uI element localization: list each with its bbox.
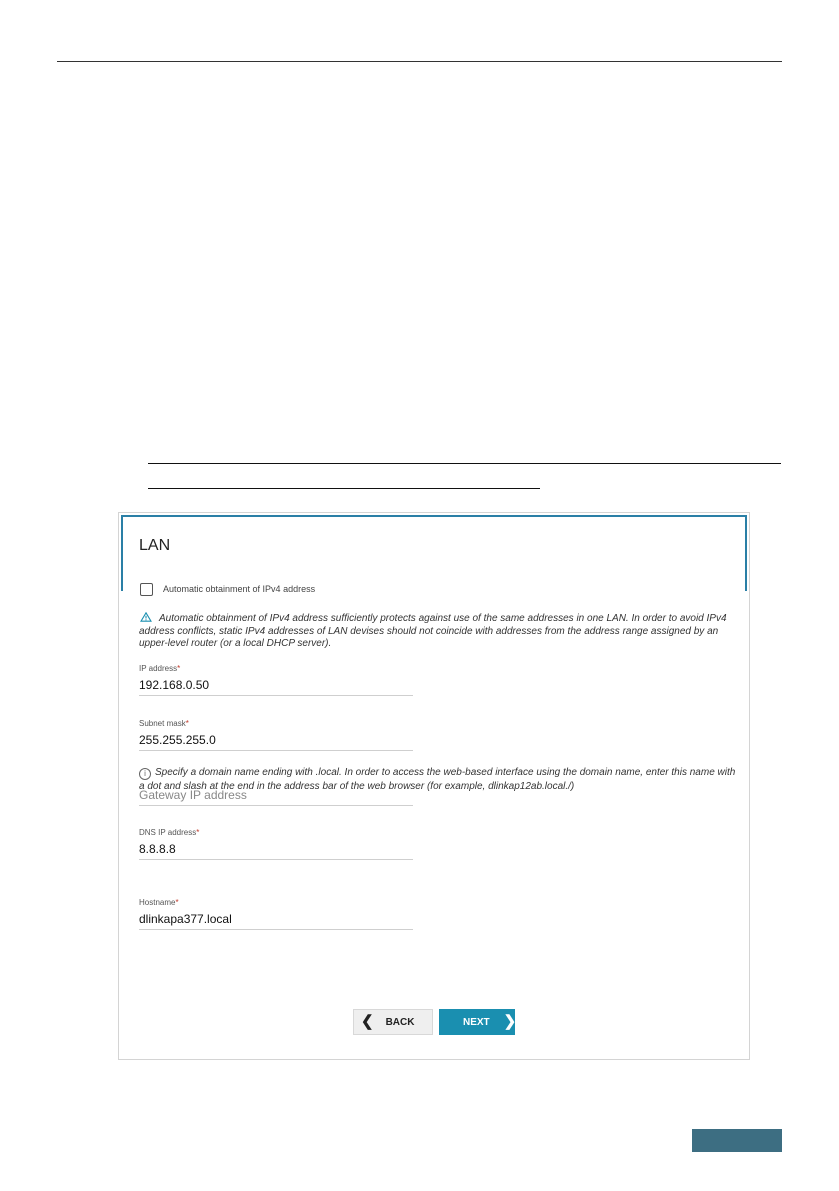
chevron-right-icon: ❯ [503,1013,517,1030]
subnet-mask-input[interactable]: 255.255.255.0 [139,733,216,747]
required-marker: * [196,828,200,837]
back-button[interactable] [353,1009,433,1035]
panel-title: LAN [139,537,171,554]
warning-text: Automatic obtainment of IPv4 address sufficiently protects against use of the same addresses in one LAN. In order to avoid IPv4 address conflicts, static IPv4 addresses of LAN devises should not coincide with addresses from the address range assigned by an upper-level router (or a local DHCP server). [139,613,727,649]
info-text: Specify a domain name ending with .local. In order to access the web-based interface using the domain name, enter this name with a dot and slash at the end in the address bar of the web browser (for example, dlinkap12ab.local./) [139,767,736,792]
warning-icon [139,612,153,622]
hostname-field[interactable] [139,898,413,930]
hostname-input[interactable]: dlinkapa377.local [139,912,232,926]
page-footer-tab [692,1129,782,1152]
header-divider [57,61,782,62]
next-button[interactable] [439,1009,515,1035]
required-marker: * [185,719,189,728]
lan-settings-panel [118,512,750,1060]
hostname-label: Hostname [139,898,176,907]
dns-ip-input[interactable]: 8.8.8.8 [139,842,176,856]
auto-ipv4-checkbox[interactable] [140,583,153,596]
subnet-mask-label: Subnet mask [139,719,186,728]
panel-accent-top [121,515,747,517]
ip-address-input[interactable]: 192.168.0.50 [139,678,210,692]
dns-ip-label: DNS IP address [139,828,197,837]
panel-accent-right [745,515,747,591]
auto-ipv4-label[interactable]: Automatic obtainment of IPv4 address [163,584,316,594]
underline-text-line-1 [148,463,781,464]
chevron-left-icon: ❮ [361,1013,374,1030]
required-marker: * [177,664,181,673]
underline-text-line-2 [148,488,540,489]
info-icon: i [139,768,151,780]
subnet-mask-field[interactable] [139,719,413,751]
dns-ip-field[interactable] [139,828,413,860]
ip-address-label: IP address [139,664,178,673]
back-button-label: BACK [385,1016,415,1028]
warning-message [139,612,739,651]
hostname-info [139,766,739,793]
next-button-label: NEXT [463,1016,490,1028]
gateway-ip-input[interactable]: Gateway IP address [139,788,247,802]
ip-address-field[interactable] [139,664,413,696]
panel-accent-left [121,515,123,591]
required-marker: * [175,898,179,907]
